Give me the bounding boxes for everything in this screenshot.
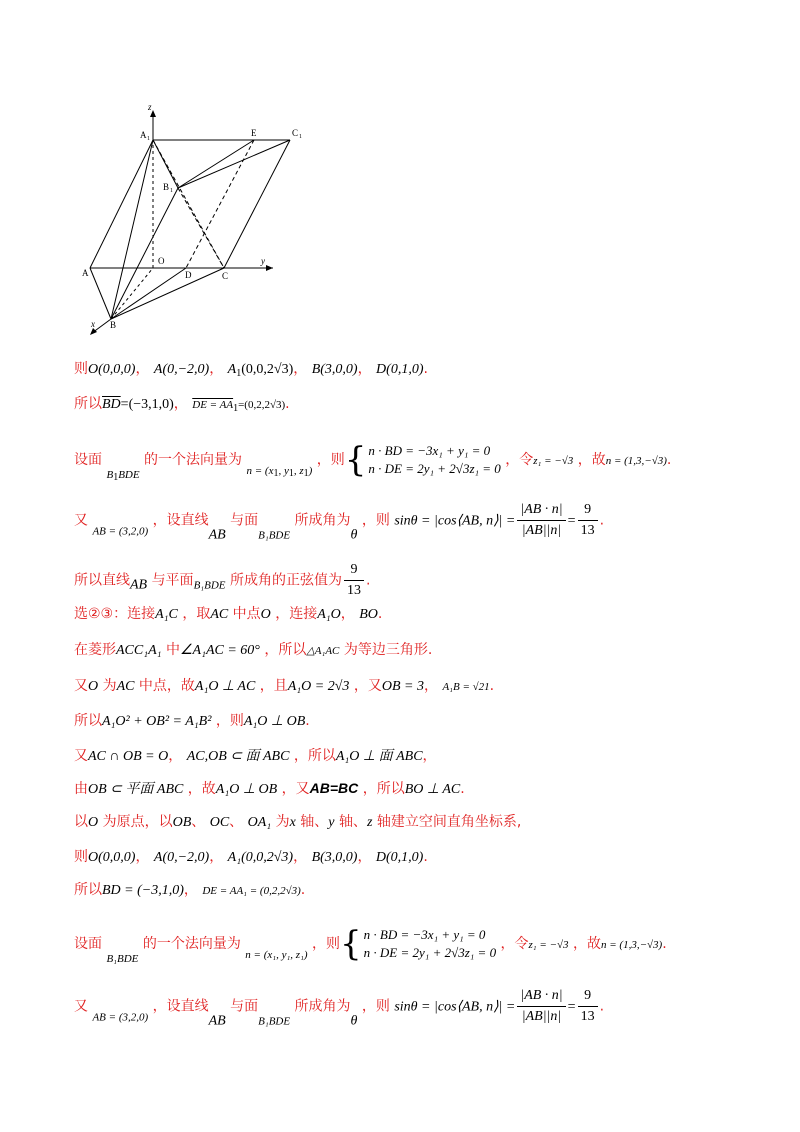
edge-e-d [186, 140, 254, 268]
math-text: B [106, 469, 114, 481]
math-text [344, 560, 364, 601]
math-text: . [285, 396, 290, 412]
math-text: |AB||n| [521, 523, 562, 538]
math-text: 轴、 [300, 814, 329, 830]
math-text: . [300, 882, 306, 898]
math-text: ，又 [353, 678, 382, 694]
math-text: ，故 [187, 781, 216, 797]
math-text: 9 [344, 560, 364, 581]
math-text: OB = 3 [381, 679, 424, 694]
math-text: AB [208, 527, 226, 543]
label-c1: C [292, 128, 299, 138]
math-text: A₁O [317, 607, 341, 622]
solution-line-9 [74, 711, 310, 732]
math-text: { [340, 924, 362, 964]
math-text: A(0,−2,0) [153, 362, 210, 377]
math-text: ，则 [361, 998, 390, 1015]
math-text: θ [350, 1013, 358, 1029]
solution-line-3 [74, 442, 671, 488]
math-text: AC [116, 679, 135, 694]
math-text: ， [422, 748, 437, 764]
math-text: = [567, 513, 576, 529]
label-a1-sub: 1 [147, 136, 150, 142]
math-text: 所以 [74, 396, 102, 412]
edge-b1-e [178, 140, 254, 188]
math-text: 中点，故 [138, 678, 195, 694]
math-text: A₁B = √21 [442, 681, 490, 693]
solution-line-13 [74, 847, 428, 868]
math-text: 为 [275, 814, 290, 830]
math-text: (0,0,2√3) [241, 362, 294, 377]
label-d: D [185, 270, 192, 280]
math-text: AC ∩ OB = O [88, 749, 169, 764]
math-text: OC [209, 815, 230, 830]
edge-a-b [90, 268, 111, 319]
math-text: 的一个法向量为 [144, 452, 243, 468]
math-text: 1 [236, 368, 242, 379]
math-text: AC [210, 607, 229, 622]
math-text: n = (1,3,−√3) [605, 455, 667, 467]
math-text: ，又 [281, 781, 310, 797]
math-text: ，则 [215, 713, 244, 729]
math-text: ，故 [572, 936, 601, 952]
math-text: A [227, 362, 237, 377]
math-text: 又 [74, 678, 88, 694]
math-text: 在菱形 [74, 642, 116, 658]
label-x: x [91, 319, 95, 329]
math-text: 中点 [232, 606, 261, 622]
math-text: sinθ = |cos⟨AB, n⟩| = [394, 513, 516, 529]
math-text: ， [209, 361, 224, 377]
math-text: ∠A₁AC = 60° [179, 643, 260, 658]
math-text: 设面 [74, 936, 102, 952]
math-text: . [365, 572, 371, 589]
label-b1-sub: 1 [170, 188, 173, 194]
solution-line-4 [74, 500, 604, 546]
label-z: z [148, 102, 152, 112]
solution-line-8 [74, 676, 494, 697]
math-text: A(0,−2,0) [153, 850, 210, 865]
math-text: O [260, 607, 271, 622]
math-text: . [666, 452, 672, 468]
math-text: 1 [273, 468, 279, 479]
math-text: 为等边三角形. [343, 642, 433, 658]
math-text: ，令 [505, 452, 534, 468]
math-text: OB [172, 815, 192, 830]
label-y: y [261, 256, 265, 266]
math-text: ，所以 [264, 642, 307, 658]
math-text: ， [293, 849, 308, 865]
math-text: = [567, 999, 576, 1015]
edge-b-c [111, 268, 224, 319]
math-text: n · DE = 2y₁ + 2√3z₁ = 0 [368, 461, 501, 476]
math-text: ，取 [182, 606, 211, 622]
math-text [517, 986, 565, 1027]
edge-c-c1 [224, 140, 290, 268]
math-text: sinθ = |cos⟨AB, n⟩| = [394, 999, 516, 1015]
math-text: A₁O ⊥ OB [243, 714, 306, 729]
math-text: ， [293, 361, 308, 377]
math-text: . [599, 998, 605, 1015]
math-text: 所成角的正弦值为 [229, 572, 342, 589]
math-text: B₁BDE [258, 529, 291, 542]
solution-line-2 [74, 394, 290, 419]
math-text: 又 [74, 512, 88, 529]
math-text: 以 [74, 814, 88, 830]
math-text: BDE [118, 469, 140, 481]
solution-line-11 [74, 778, 465, 800]
math-text: 1 [303, 468, 309, 479]
math-text: BD = (−3,1,0) [102, 883, 184, 898]
math-text: DE = AA₁ = (0,2,2√3) [202, 885, 301, 897]
math-text: B₁BDE [258, 1015, 291, 1028]
math-text: ，设直线 [152, 512, 209, 529]
math-text: 与平面 [151, 572, 194, 589]
math-text: z [366, 815, 373, 830]
math-text: y [328, 815, 335, 830]
math-text: n · DE = 2y₁ + 2√3z₁ = 0 [363, 945, 497, 960]
math-text: 的一个法向量为 [142, 936, 241, 952]
math-text: 所以 [74, 882, 102, 898]
math-text: ，故 [577, 452, 606, 468]
edge-b1-c1 [178, 140, 290, 188]
math-text: A₁O ⊥ AC [194, 679, 256, 694]
math-text: ，则 [316, 452, 345, 468]
math-text: ，所以 [293, 748, 336, 764]
math-text: ， [135, 361, 150, 377]
edge-a1-a [90, 140, 153, 268]
math-text: $\overline{BD}$ [102, 397, 121, 412]
math-text: , y [278, 465, 289, 477]
math-text: ACC₁A₁ [116, 643, 162, 658]
label-c: C [222, 271, 229, 281]
label-b: B [110, 320, 117, 330]
math-text: 1 [113, 472, 119, 483]
math-text: =(−3,1,0) [120, 397, 174, 412]
math-text: ， [209, 849, 224, 865]
math-text: 为原点，以 [102, 814, 173, 830]
math-text: 所以直线 [74, 572, 130, 589]
label-c1-sub: 1 [299, 134, 302, 140]
solution-line-16 [74, 986, 604, 1032]
label-e: E [251, 128, 257, 138]
math-text: B(3,0,0) [311, 362, 358, 377]
label-a: A [82, 268, 89, 278]
math-text: θ [350, 527, 358, 543]
prism-diagram [78, 98, 302, 336]
math-text: 与面 [230, 512, 259, 529]
math-text: . [423, 361, 428, 377]
math-text: |AB · n| [517, 500, 565, 521]
math-text: 轴建立空间直角坐标系, [376, 814, 522, 830]
math-text: A₁O ⊥ 面 ABC [335, 749, 423, 764]
math-text: |AB||n| [521, 1009, 562, 1024]
math-text: ，设直线 [152, 998, 209, 1015]
math-text: OB ⊂ 平面 ABC [88, 782, 184, 797]
math-text: n = (x [246, 465, 274, 477]
edge-b-d [111, 268, 186, 319]
edge-b-b1 [111, 188, 178, 319]
math-text: ，令 [500, 936, 529, 952]
math-text: 13 [580, 523, 595, 538]
math-text: . [489, 678, 495, 694]
math-text: A₁O ⊥ OB [215, 782, 278, 797]
math-text [578, 500, 598, 541]
math-text: O(0,0,0) [88, 850, 136, 865]
solution-line-15 [74, 926, 667, 969]
solution-line-12 [74, 812, 521, 833]
math-text: 所以 [74, 713, 102, 729]
math-text: ) [308, 465, 313, 477]
y-arrow [266, 265, 273, 271]
math-text: n · BD = −3x₁ + y₁ = 0 [368, 443, 491, 458]
math-text: A₁O² + OB² = A₁B² [102, 714, 212, 729]
math-text: . [305, 713, 310, 729]
math-text: ，连接 [275, 606, 318, 622]
math-text: 9 [578, 500, 598, 521]
math-text: ， [423, 678, 438, 694]
solution-line-14 [74, 880, 305, 901]
math-text: 为 [102, 678, 117, 694]
math-text: ，则 [312, 936, 341, 952]
solution-line-7 [74, 640, 432, 661]
math-text: OA₁ [247, 815, 272, 830]
math-text: |AB · n| [517, 986, 565, 1007]
solution-line-1 [74, 359, 428, 384]
math-text: ， [173, 396, 188, 412]
math-text: △A₁AC [306, 645, 340, 657]
math-text: ， [168, 748, 183, 764]
label-a1: A [140, 130, 147, 140]
math-text: 1 [233, 403, 239, 414]
math-text: BO ⊥ AC [404, 782, 461, 797]
math-text: O [88, 679, 99, 694]
math-text: 1 [288, 468, 294, 479]
math-text: 所成角为 [294, 998, 351, 1015]
math-text: AB = (3,2,0) [92, 525, 149, 538]
math-text: ， [357, 361, 372, 377]
math-text: AC,OB ⊂ 面 ABC [186, 749, 290, 764]
math-text: O [88, 815, 99, 830]
math-text: , z [293, 465, 304, 477]
math-text: ，则 [361, 512, 390, 529]
math-text: A₁O = 2√3 [287, 679, 350, 694]
geometry-figure [78, 98, 302, 336]
math-text: 9 [578, 986, 598, 1007]
math-text: ， [183, 882, 198, 898]
x-arrow [90, 328, 97, 335]
math-text: ， [357, 849, 372, 865]
math-text: z₁ = −√3 [528, 939, 569, 951]
math-text: n = (1,3,−√3) [600, 939, 663, 951]
math-text: 则 [74, 361, 88, 377]
math-text: =(0,2,2√3) [238, 399, 286, 411]
label-o: O [158, 256, 165, 266]
math-text [578, 986, 598, 1027]
math-text: A₁(0,0,2√3) [227, 850, 294, 865]
math-text: ，且 [259, 678, 288, 694]
edge-b1-c [178, 188, 224, 268]
math-text: ，所以 [362, 781, 405, 797]
math-text: ， [340, 606, 355, 622]
math-text: 中 [165, 642, 180, 658]
math-text: 与面 [230, 998, 259, 1015]
edge-a1-b [111, 140, 153, 319]
math-text: 又 [74, 998, 88, 1015]
math-text: . [423, 849, 428, 865]
math-text: AB [208, 1013, 226, 1029]
math-text: 13 [580, 1009, 595, 1024]
math-text [364, 926, 496, 962]
math-text [368, 442, 500, 478]
solution-line-6 [74, 604, 382, 625]
solution-line-10 [74, 746, 437, 767]
math-text: D(0,1,0) [375, 850, 424, 865]
math-text: { [344, 440, 367, 480]
math-text: . [599, 512, 605, 529]
math-text: n = (x₁, y₁, z₁) [245, 949, 308, 961]
math-text: 又 [74, 748, 88, 764]
math-text: B₁BDE [106, 953, 139, 965]
math-text: O(0,0,0) [88, 362, 136, 377]
math-text: 13 [346, 583, 361, 598]
math-text: n · BD = −3x₁ + y₁ = 0 [363, 927, 486, 942]
math-text: B₁BDE [193, 579, 226, 592]
math-text [517, 500, 565, 541]
math-text: z₁ = −√3 [533, 455, 574, 467]
math-text: 设面 [74, 452, 102, 468]
math-text: x [289, 815, 296, 830]
math-text: . [460, 781, 465, 797]
math-text: ， [135, 849, 150, 865]
math-text: 、 [191, 814, 206, 830]
math-text: 轴、 [338, 814, 367, 830]
math-text: . [662, 936, 667, 952]
math-text: 选②③：连接 [74, 606, 156, 622]
math-text: B(3,0,0) [311, 850, 358, 865]
math-text: AB=BC [309, 780, 359, 796]
label-b1: B [163, 182, 170, 192]
math-text: DE = AA [192, 399, 234, 411]
math-text: 则 [74, 849, 88, 865]
math-text: D(0,1,0) [376, 362, 424, 377]
solution-line-5 [74, 560, 370, 601]
math-text: 、 [229, 814, 244, 830]
math-text: AB = (3,2,0) [92, 1011, 149, 1024]
math-text: A₁C [155, 607, 178, 622]
math-text: 所成角为 [294, 512, 351, 529]
math-text: . [377, 606, 383, 622]
math-text: 由 [74, 781, 88, 797]
math-text: BO [359, 607, 378, 622]
math-text: AB [130, 577, 148, 593]
